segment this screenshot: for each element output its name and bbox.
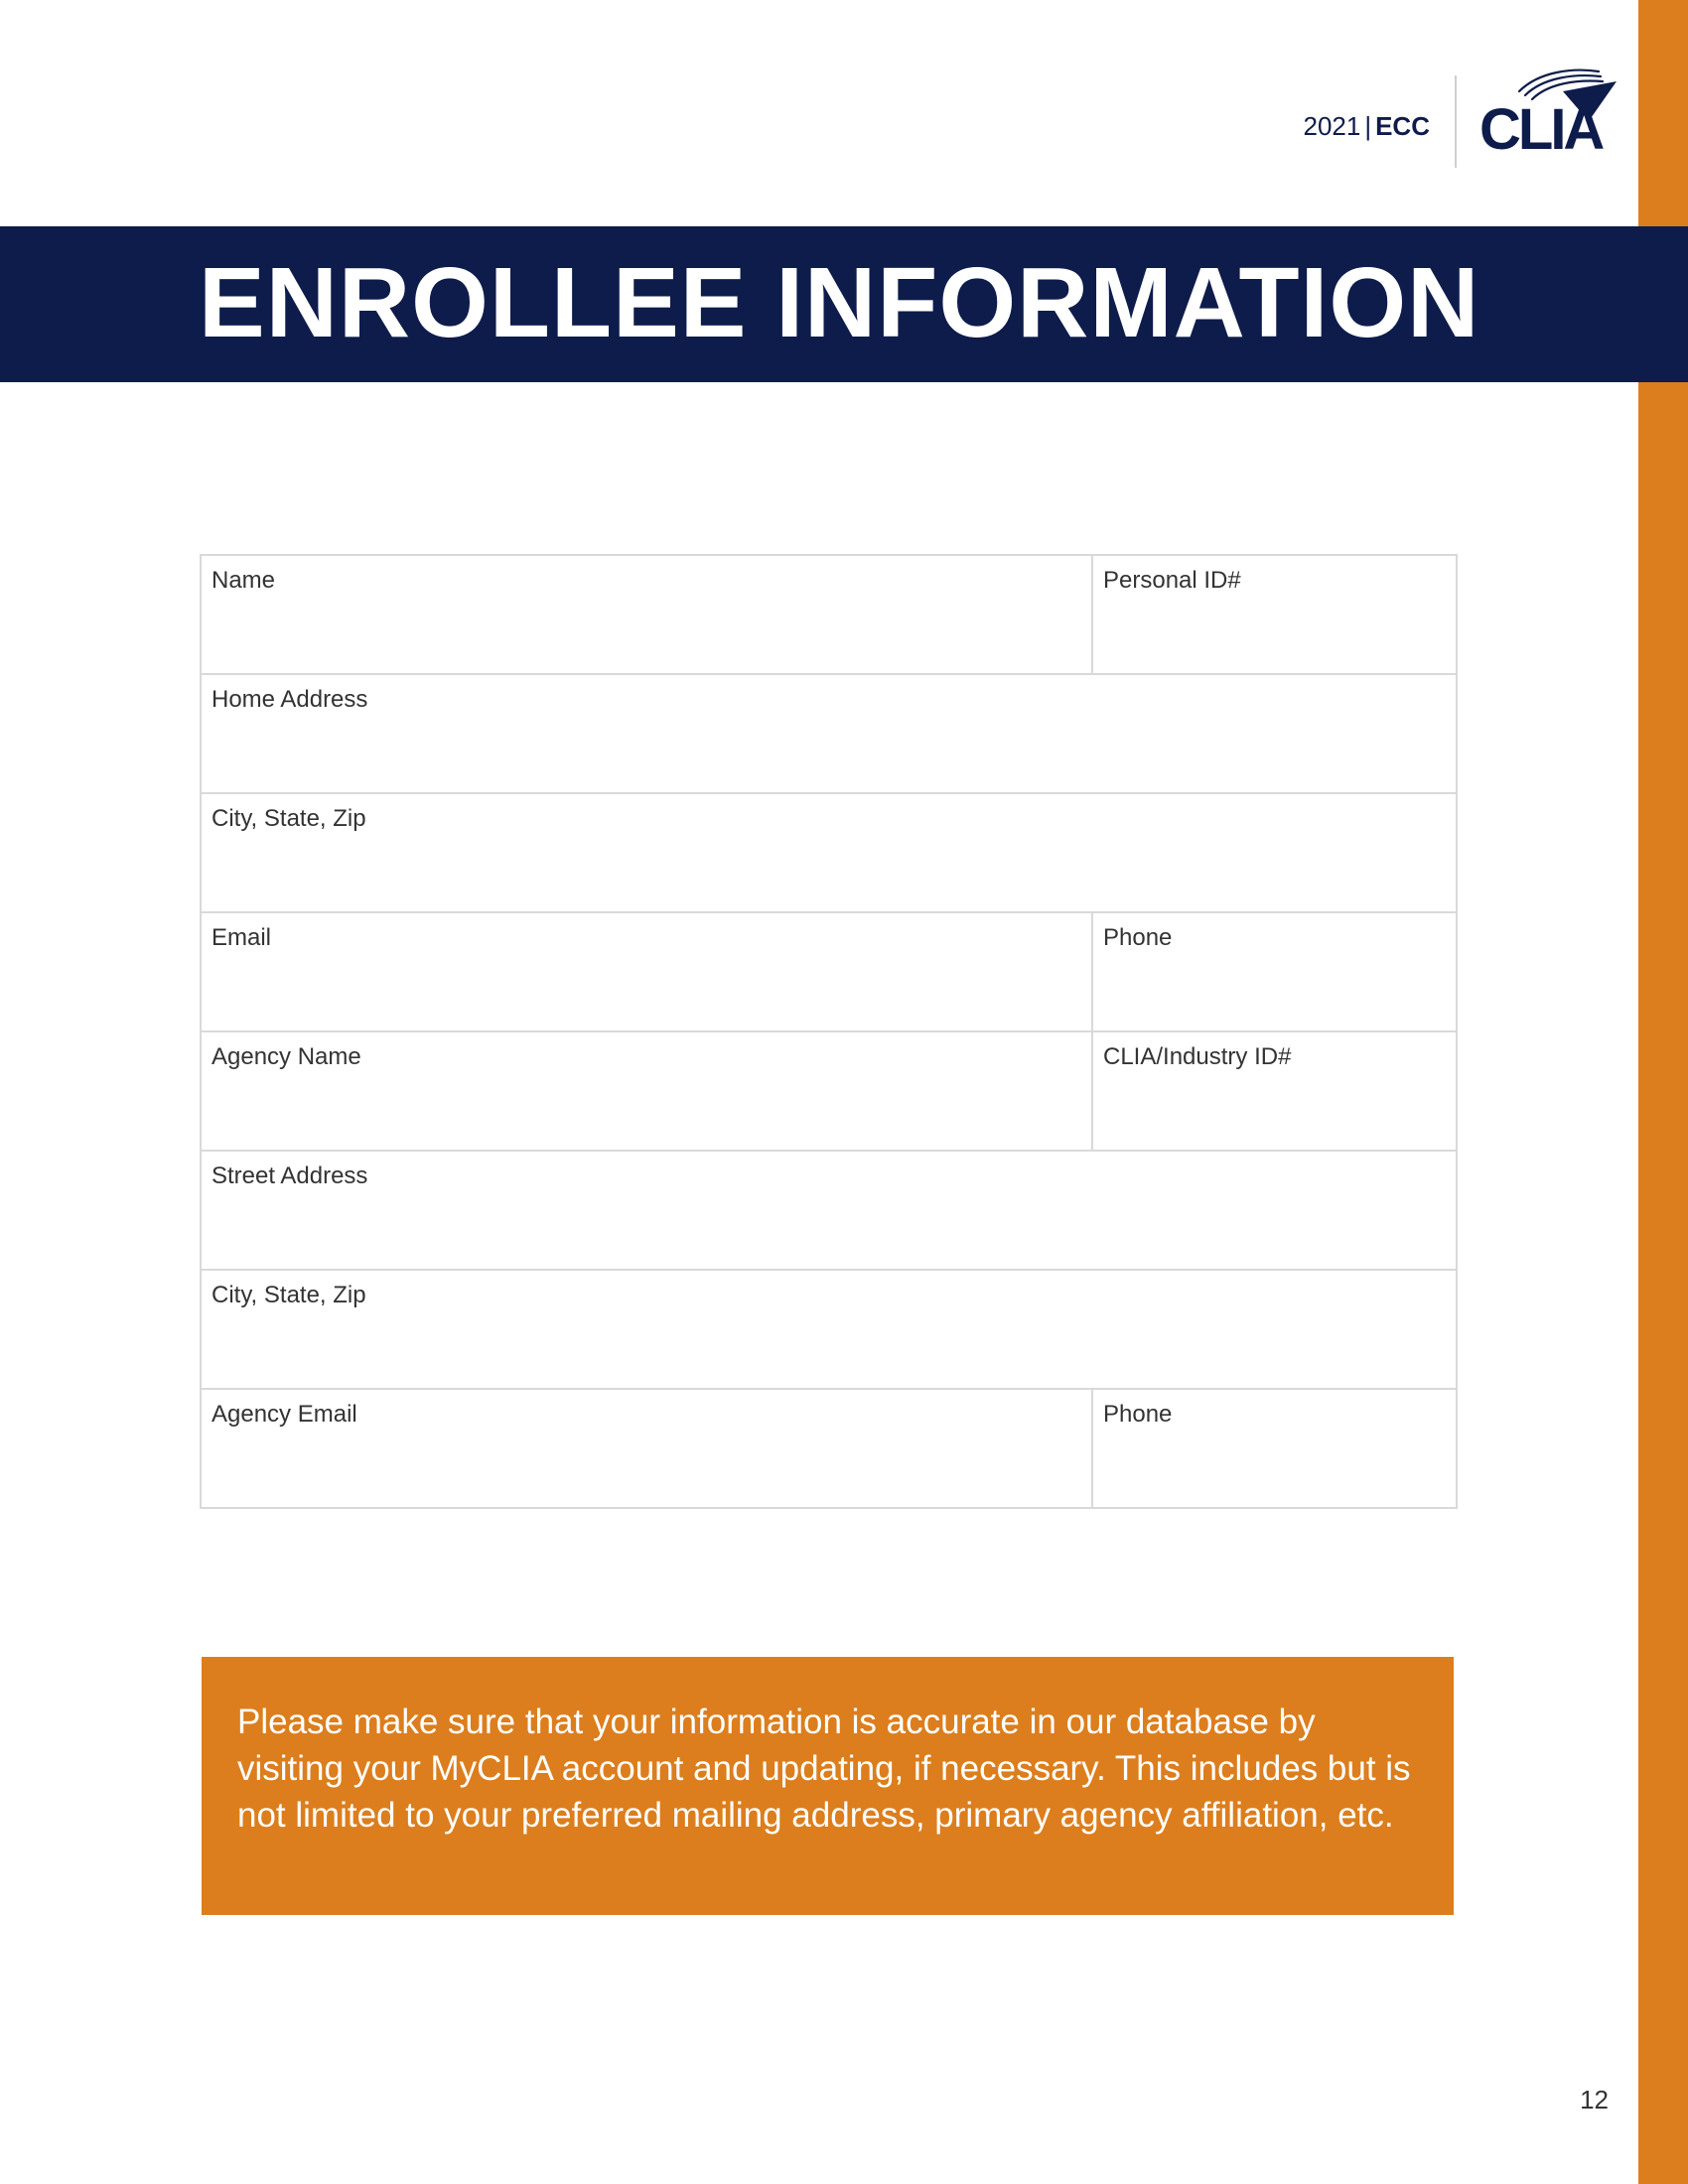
email-field[interactable]: Email [201, 912, 1092, 1031]
agency-phone-field[interactable]: Phone [1092, 1389, 1457, 1508]
header-program: ECC [1375, 111, 1430, 141]
agency-name-field[interactable]: Agency Name [201, 1031, 1092, 1151]
table-row [201, 1270, 1457, 1389]
phone-field[interactable]: Phone [1092, 912, 1457, 1031]
personal-id-field[interactable]: Personal ID# [1092, 555, 1457, 674]
page-title: ENROLLEE INFORMATION [199, 247, 1480, 358]
street-address-field[interactable]: Street Address [201, 1151, 1457, 1270]
header-separator: | [1364, 111, 1372, 141]
notice-text: Please make sure that your information is accurate in our database by visiting your MyCLIA account and updating, if necessary. This includes but is not limited to your preferred mailing address, primary agency affiliation, etc. [237, 1703, 1411, 1835]
agency-city-state-zip-field[interactable]: City, State, Zip [201, 1270, 1457, 1389]
home-city-state-zip-field[interactable]: City, State, Zip [201, 793, 1457, 912]
enrollee-form-table [200, 554, 1458, 1509]
table-row [201, 555, 1457, 674]
table-row [201, 1389, 1457, 1508]
name-field[interactable]: Name [201, 555, 1092, 674]
clia-logo-icon [1477, 66, 1621, 155]
header-divider [1455, 75, 1457, 168]
page-number: 12 [1580, 2085, 1609, 2115]
table-row [201, 674, 1457, 793]
table-row [201, 793, 1457, 912]
table-row [201, 1151, 1457, 1270]
clia-industry-id-field[interactable]: CLIA/Industry ID# [1092, 1031, 1457, 1151]
agency-email-field[interactable]: Agency Email [201, 1389, 1092, 1508]
table-row [201, 1031, 1457, 1151]
logo-text: CLIA [1479, 97, 1603, 155]
table-row [201, 912, 1457, 1031]
home-address-field[interactable]: Home Address [201, 674, 1457, 793]
header-tag [1241, 111, 1430, 151]
notice-box [202, 1657, 1454, 1915]
header-year: 2021 [1303, 111, 1361, 141]
